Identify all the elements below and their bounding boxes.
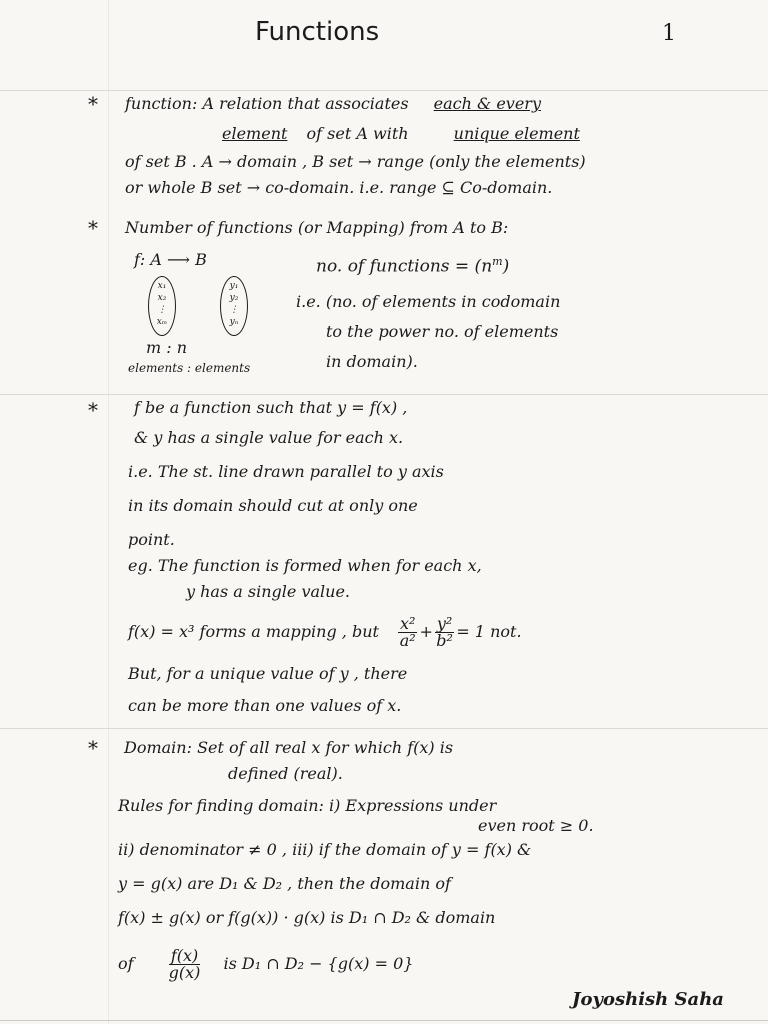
text-span: function: A relation that associates bbox=[125, 94, 409, 113]
set-a-items bbox=[149, 277, 175, 328]
set-b-element: y₁ bbox=[229, 281, 239, 291]
set-size-label: m : n bbox=[146, 338, 188, 357]
formula-line bbox=[118, 948, 413, 981]
set-b-element: ⋮ bbox=[229, 305, 239, 315]
text-span: is D₁ ∩ D₂ − {g(x) = 0} bbox=[223, 954, 414, 973]
bullet-star: * bbox=[88, 736, 98, 760]
text-line: f be a function such that y = f(x) , bbox=[134, 398, 408, 417]
ruled-line bbox=[0, 394, 768, 395]
text-line: Domain: Set of all real x for which f(x) is bbox=[124, 738, 454, 757]
text-line bbox=[222, 124, 580, 144]
text-line: to the power no. of elements bbox=[326, 322, 559, 341]
text-line: Number of functions (or Mapping) from A to B: bbox=[125, 218, 509, 237]
set-b-element: y₂ bbox=[229, 293, 239, 303]
formula-line bbox=[128, 616, 522, 649]
set-a-element: xₘ bbox=[156, 317, 168, 327]
bullet-star: * bbox=[88, 398, 98, 422]
text-span: ) bbox=[502, 256, 510, 277]
text-span: of set A with bbox=[306, 124, 409, 143]
text-line: But, for a unique value of y , there bbox=[128, 664, 408, 683]
set-size-caption: elements : elements bbox=[128, 361, 251, 375]
text-line: or whole B set → co-domain. i.e. range ⊆ Co-domain. bbox=[125, 178, 553, 197]
text-line: i.e. (no. of elements in codomain bbox=[296, 292, 561, 311]
set-a-oval bbox=[148, 276, 176, 336]
page-title: Functions bbox=[255, 17, 380, 47]
set-a-element: x₁ bbox=[157, 281, 167, 291]
text-span: f(x) = x³ forms a mapping , but bbox=[128, 622, 379, 641]
text-line: Rules for finding domain: i) Expressions under bbox=[118, 796, 497, 815]
ruled-line bbox=[0, 90, 768, 91]
text-line: & y has a single value for each x. bbox=[134, 428, 404, 447]
text-line: y = g(x) are D₁ & D₂ , then the domain of bbox=[118, 874, 451, 893]
set-a-element: x₂ bbox=[157, 293, 167, 303]
fraction bbox=[398, 616, 417, 649]
underlined-text: unique element bbox=[453, 124, 580, 143]
ruled-line bbox=[0, 728, 768, 729]
set-b-items bbox=[221, 277, 247, 328]
text-line: in domain). bbox=[326, 352, 418, 371]
fraction-denominator: b² bbox=[436, 631, 453, 650]
set-b-element: yₙ bbox=[229, 317, 239, 327]
underlined-text: element bbox=[222, 124, 288, 143]
page-margin bbox=[108, 0, 109, 1024]
text-span: = 1 not. bbox=[456, 622, 522, 641]
page-number: 1 bbox=[662, 21, 676, 46]
plus-sign: + bbox=[419, 622, 433, 641]
mapping-label: f: A ⟶ B bbox=[134, 250, 207, 269]
text-line: of set B . A → domain , B set → range (only the elements) bbox=[125, 152, 586, 171]
formula-line bbox=[316, 252, 509, 277]
text-line bbox=[125, 94, 541, 114]
text-line: can be more than one values of x. bbox=[128, 696, 402, 715]
text-line: eg. The function is formed when for each x, bbox=[128, 556, 482, 575]
text-line: f(x) ± g(x) or f(g(x)) · g(x) is D₁ ∩ D₂ & domain bbox=[118, 908, 496, 927]
superscript: m bbox=[492, 255, 503, 268]
text-line: ii) denominator ≠ 0 , iii) if the domain of y = f(x) & bbox=[118, 840, 532, 859]
fraction-numerator: y² bbox=[436, 614, 453, 633]
page-edge bbox=[0, 1020, 768, 1021]
fraction-denominator: g(x) bbox=[168, 963, 201, 982]
fraction bbox=[435, 616, 454, 649]
author-signature: Joyoshish Saha bbox=[572, 989, 724, 1010]
text-line: y has a single value. bbox=[186, 582, 350, 601]
text-line: even root ≥ 0. bbox=[478, 816, 594, 835]
text-line: point. bbox=[128, 530, 175, 549]
bullet-star: * bbox=[88, 92, 98, 116]
fraction-denominator: a² bbox=[399, 631, 416, 650]
bullet-star: * bbox=[88, 216, 98, 240]
set-b-oval bbox=[220, 276, 248, 336]
set-a-element: ⋮ bbox=[157, 305, 167, 315]
fraction-numerator: x² bbox=[400, 614, 416, 633]
text-line: defined (real). bbox=[228, 764, 343, 783]
fraction bbox=[169, 948, 201, 981]
text-line: in its domain should cut at only one bbox=[128, 496, 418, 515]
underlined-text: each & every bbox=[433, 94, 541, 113]
text-line: i.e. The st. line drawn parallel to y axis bbox=[128, 462, 444, 481]
fraction-numerator: f(x) bbox=[170, 946, 199, 965]
text-span: of bbox=[118, 954, 134, 973]
text-span: no. of functions = (n bbox=[316, 256, 493, 277]
